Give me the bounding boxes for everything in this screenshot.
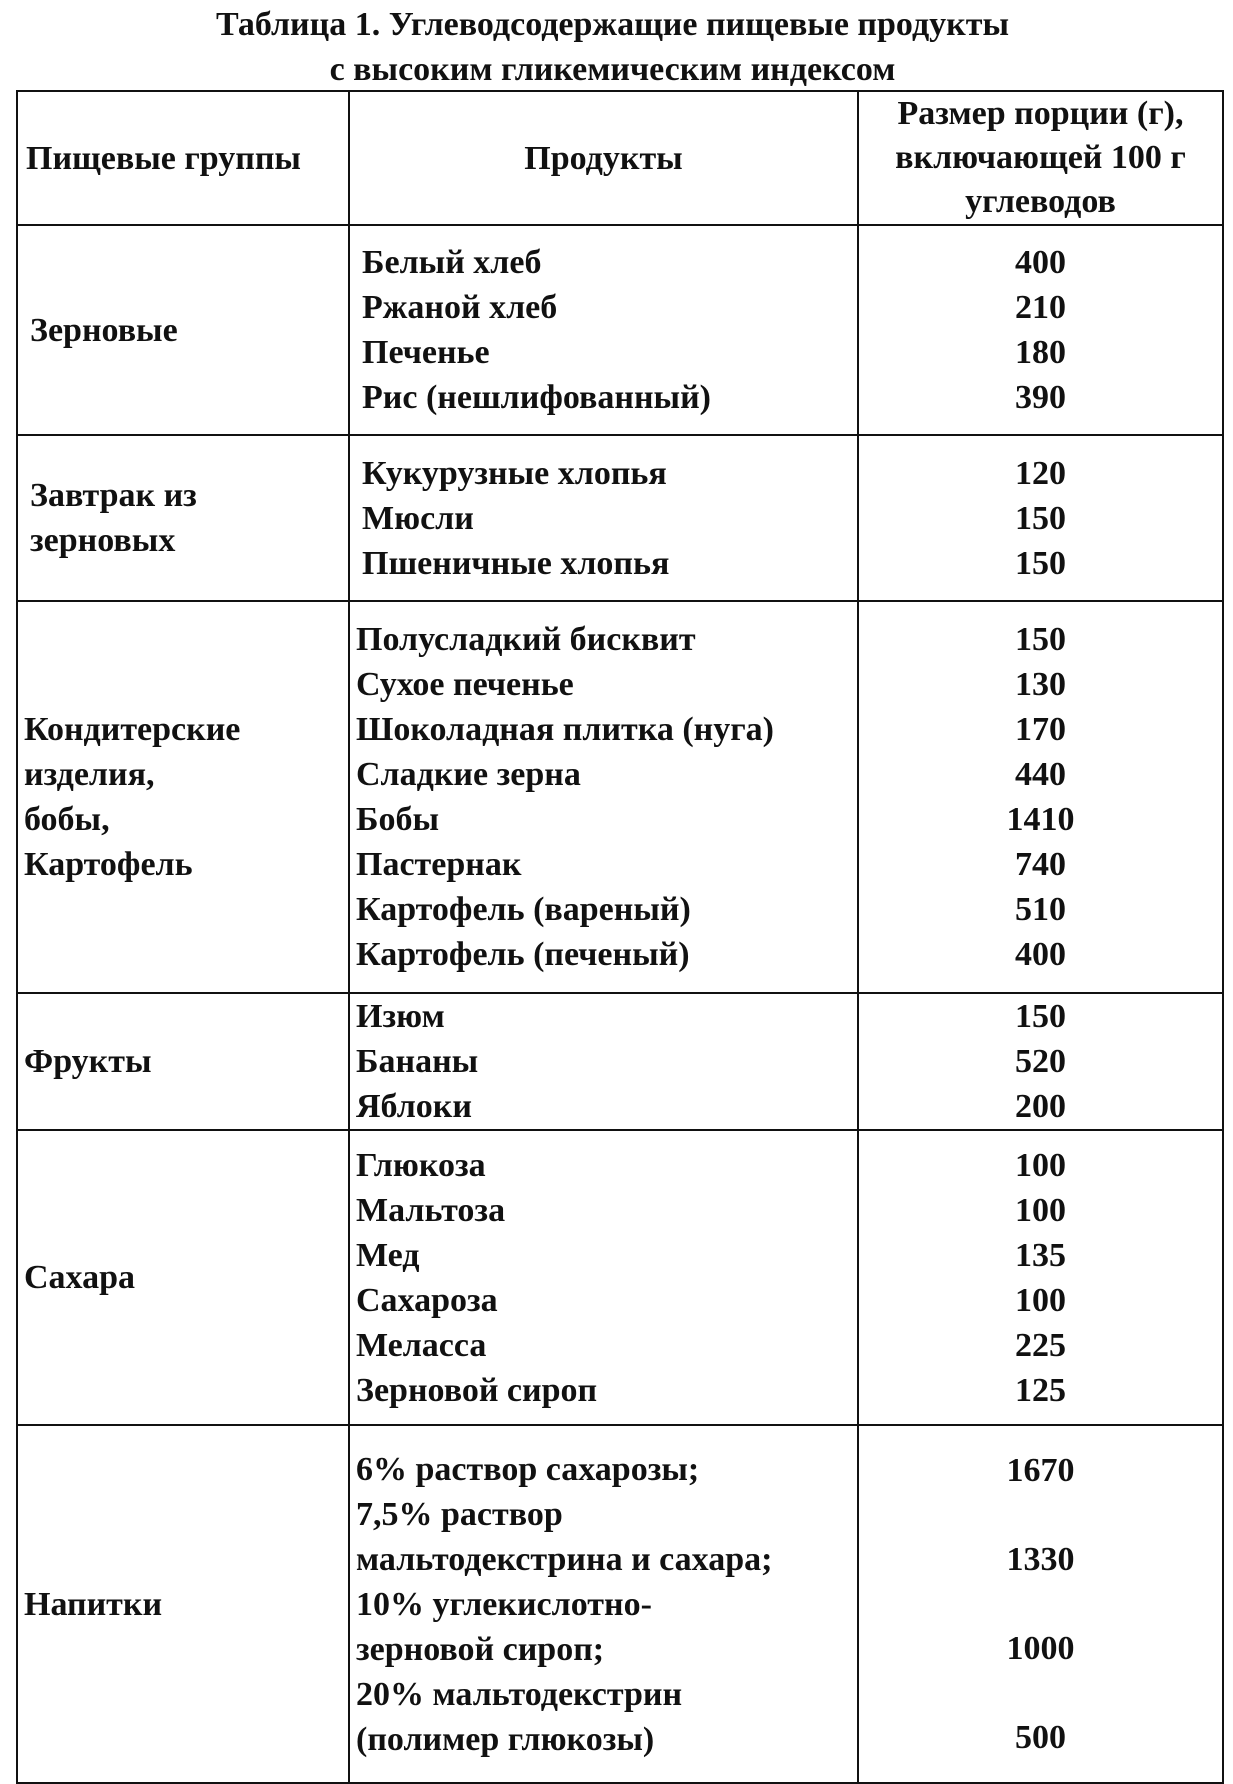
value-item: 390	[1015, 379, 1066, 416]
value-item: 150	[1015, 499, 1066, 537]
product-list	[349, 993, 858, 1130]
value-item: 170	[1015, 711, 1066, 748]
product-list	[349, 1130, 858, 1425]
product-item: Рис (нешлифованный)	[362, 379, 711, 416]
product-item: Глюкоза	[356, 1146, 486, 1184]
group-name	[17, 601, 349, 993]
product-item	[356, 1582, 857, 1672]
group-name-line: Зерновые	[30, 311, 178, 349]
title-line-1: Таблица 1. Углеводсодержащие пищевые продукты	[215, 6, 1009, 43]
product-item: Пастернак	[356, 846, 522, 883]
product-item: Кукурузные хлопья	[362, 454, 667, 492]
value-list	[858, 435, 1223, 601]
table-row	[17, 225, 1223, 435]
value-item: 150	[1015, 621, 1066, 658]
product-item: Сухое печенье	[356, 666, 574, 703]
table-row	[17, 993, 1223, 1130]
value-item: 1670	[1006, 1452, 1075, 1489]
value-item: 510	[1015, 891, 1066, 928]
table-row	[17, 1130, 1223, 1425]
group-name-line: Завтрак из	[30, 477, 197, 514]
table-row	[17, 601, 1223, 993]
value-item: 150	[1015, 998, 1066, 1035]
group-name	[17, 993, 349, 1130]
product-item: Бобы	[356, 801, 440, 838]
product-item: Изюм	[356, 998, 445, 1035]
product-list	[349, 1425, 858, 1783]
product-item	[356, 1492, 857, 1582]
group-name-line: зерновых	[30, 522, 176, 559]
product-item	[356, 1672, 857, 1762]
product-item: Яблоки	[356, 1088, 472, 1125]
product-item: Полусладкий бисквит	[356, 621, 696, 658]
value-item: 100	[1015, 1281, 1066, 1319]
value-item: 440	[1015, 756, 1066, 793]
value-item: 1330	[1006, 1541, 1075, 1578]
value-item: 225	[1015, 1326, 1066, 1364]
header-portion-size	[858, 91, 1223, 225]
table-title	[0, 2, 1233, 92]
product-item: Мюсли	[362, 499, 474, 537]
group-name-line: Кондитерские	[24, 711, 241, 748]
value-list	[858, 225, 1223, 435]
product-item: Пшеничные хлопья	[362, 544, 670, 582]
value-item: 500	[1015, 1719, 1066, 1756]
group-name-line: Фрукты	[24, 1043, 152, 1080]
product-item: Мальтоза	[356, 1191, 506, 1229]
product-item-line: 20% мальтодекстрин	[356, 1675, 683, 1713]
value-item: 200	[1015, 1088, 1066, 1125]
product-item: Меласса	[356, 1326, 487, 1364]
value-list	[858, 993, 1223, 1130]
carbohydrate-table	[16, 90, 1224, 1784]
product-item	[356, 1447, 857, 1492]
value-item: 100	[1015, 1191, 1066, 1229]
value-item: 1000	[1006, 1630, 1075, 1667]
product-item: Картофель (вареный)	[356, 891, 691, 928]
group-name-line: Картофель	[24, 846, 193, 883]
group-name	[17, 1130, 349, 1425]
value-list	[858, 1130, 1223, 1425]
value-item: 125	[1015, 1371, 1066, 1409]
product-item-line: мальтодекстрина и сахара;	[356, 1540, 773, 1578]
value-item: 120	[1015, 454, 1066, 492]
value-item: 740	[1015, 846, 1066, 883]
table-row	[17, 1425, 1223, 1783]
value-item: 400	[1015, 244, 1066, 281]
table-row	[17, 435, 1223, 601]
value-item: 520	[1015, 1043, 1066, 1080]
product-item: Зерновой сироп	[356, 1371, 598, 1409]
group-name-line: Напитки	[24, 1585, 163, 1623]
product-item-line: (полимер глюкозы)	[356, 1720, 655, 1758]
header-products: Продукты	[349, 91, 858, 225]
value-list	[858, 601, 1223, 993]
header-food-groups: Пищевые группы	[17, 91, 349, 225]
header-portion-line: Размер порции (г),	[897, 95, 1184, 132]
group-name	[17, 1425, 349, 1783]
group-name	[17, 225, 349, 435]
product-item: Ржаной хлеб	[362, 289, 558, 326]
product-item-line: 7,5% раствор	[356, 1495, 563, 1533]
value-item: 1410	[1006, 801, 1075, 838]
product-item: Белый хлеб	[362, 244, 542, 281]
value-item: 150	[1015, 544, 1066, 582]
value-item: 210	[1015, 289, 1066, 326]
group-name-line: Сахара	[24, 1259, 136, 1296]
header-portion-line: включающей 100 г	[895, 139, 1186, 176]
product-item: Картофель (печеный)	[356, 936, 690, 973]
group-name-line: бобы,	[24, 801, 110, 838]
value-item: 100	[1015, 1146, 1066, 1184]
product-item: Сладкие зерна	[356, 756, 581, 793]
group-name-line: изделия,	[24, 756, 155, 793]
header-portion-line: углеводов	[965, 183, 1116, 220]
product-item: Шоколадная плитка (нуга)	[356, 711, 774, 748]
product-list	[349, 601, 858, 993]
product-item: Сахароза	[356, 1281, 498, 1319]
group-name	[17, 435, 349, 601]
product-list	[349, 435, 858, 601]
product-item: Бананы	[356, 1043, 479, 1080]
value-item: 180	[1015, 334, 1066, 371]
product-item-line: зерновой сироп;	[356, 1630, 605, 1668]
header-row	[17, 91, 1223, 225]
value-list	[858, 1425, 1223, 1783]
product-item: Печенье	[362, 334, 490, 371]
product-item: Мед	[356, 1236, 420, 1274]
value-item: 400	[1015, 936, 1066, 973]
title-line-2: с высоким гликемическим индексом	[329, 51, 896, 88]
product-item-line: 10% углекислотно-	[356, 1585, 652, 1623]
value-item: 135	[1015, 1236, 1066, 1274]
value-item: 130	[1015, 666, 1066, 703]
product-list	[349, 225, 858, 435]
product-item-line: 6% раствор сахарозы;	[356, 1450, 700, 1488]
